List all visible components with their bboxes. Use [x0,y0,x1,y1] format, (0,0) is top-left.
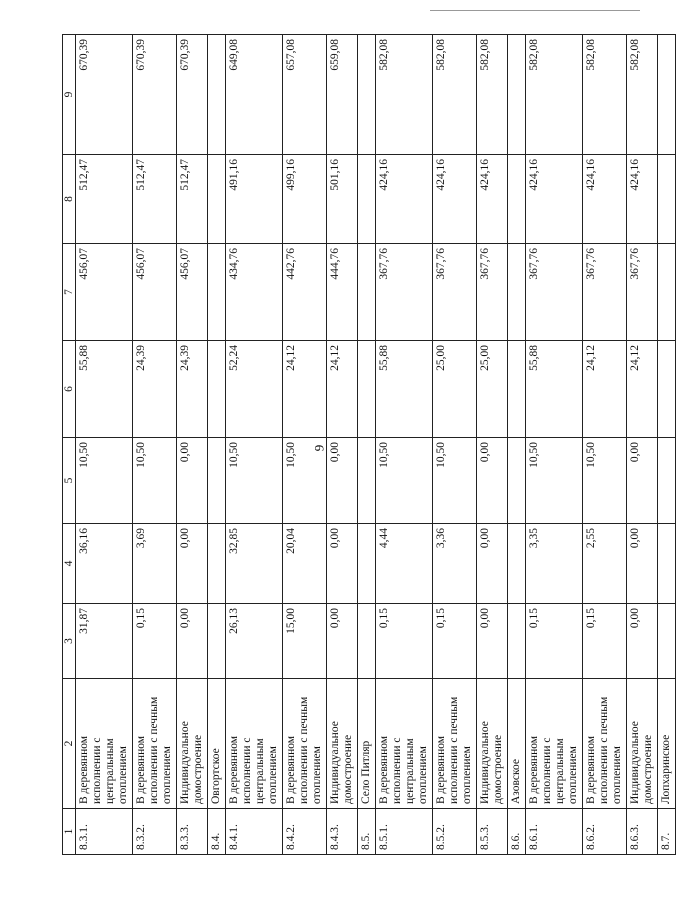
cell-c3 [208,604,226,679]
table-row [433,35,477,855]
cell-c7: 367,76 [526,244,583,341]
cell-c8: 424,16 [477,155,508,244]
cell-c7: 367,76 [627,244,658,341]
cell-c4: 20,04 [283,524,327,604]
cell-c6: 24,12 [583,341,627,438]
cell-c3: 0,15 [376,604,433,679]
cell-c4: 3,35 [526,524,583,604]
cell-c8: 501,16 [327,155,358,244]
cell-c4: 0,00 [327,524,358,604]
cell-code: 8.4.1. [226,809,283,855]
cell-c3: 0,00 [627,604,658,679]
cell-c5: 0,00 [627,438,658,524]
cell-c4: 0,00 [477,524,508,604]
cell-name: В деревянном исполнении с центральным отоплением [226,679,283,809]
cell-code: 8.5. [358,809,376,855]
cell-c8: 424,16 [376,155,433,244]
cell-c8: 512,47 [133,155,177,244]
table-row [226,35,283,855]
cell-c7: 456,07 [177,244,208,341]
cell-code: 8.6.1. [526,809,583,855]
cell-c6: 52,24 [226,341,283,438]
cell-c6: 24,12 [327,341,358,438]
cell-c4: 0,00 [177,524,208,604]
cell-c6: 55,88 [376,341,433,438]
cell-c5: 10,50 [76,438,133,524]
cell-c8: 512,47 [76,155,133,244]
cell-code: 8.6.2. [583,809,627,855]
cell-code: 8.3.1. [76,809,133,855]
cell-c7 [508,244,526,341]
table-row [327,35,358,855]
cell-c8: 424,16 [526,155,583,244]
cell-c8: 491,16 [226,155,283,244]
cell-c9: 582,08 [433,35,477,155]
cell-c5: 10,50 [283,438,327,524]
cell-c5: 10,50 [433,438,477,524]
cell-c8 [208,155,226,244]
header-cell: 8 [63,155,76,244]
cell-code: 8.5.3. [477,809,508,855]
cell-c7: 442,76 [283,244,327,341]
header-cell: 6 [63,341,76,438]
cell-name: В деревянном исполнении с печным отоплением [133,679,177,809]
tariff-table [62,34,676,855]
cell-c7 [358,244,376,341]
cell-c6: 24,12 [283,341,327,438]
cell-code: 8.4.2. [283,809,327,855]
cell-c5: 0,00 [477,438,508,524]
cell-c8 [508,155,526,244]
cell-c6: 55,88 [526,341,583,438]
cell-c3: 0,15 [133,604,177,679]
cell-c3: 0,15 [526,604,583,679]
cell-c5: 10,50 [226,438,283,524]
cell-code: 8.4.3. [327,809,358,855]
cell-c4 [358,524,376,604]
cell-c4 [508,524,526,604]
cell-c8: 499,16 [283,155,327,244]
cell-name: Индивидуальное домостроение [177,679,208,809]
cell-c5: 0,00 [327,438,358,524]
cell-c9: 670,39 [177,35,208,155]
cell-name: Азовское [508,679,526,809]
cell-c3 [358,604,376,679]
cell-c7: 434,76 [226,244,283,341]
cell-name: Индивидуальное домостроение [477,679,508,809]
cell-name: В деревянном исполнении с печным отоплением [583,679,627,809]
cell-c8: 424,16 [433,155,477,244]
cell-c8: 424,16 [627,155,658,244]
cell-c9: 582,08 [376,35,433,155]
cell-c9: 582,08 [627,35,658,155]
cell-c6: 55,88 [76,341,133,438]
cell-c3: 0,00 [177,604,208,679]
table-body [63,35,676,855]
table-row [177,35,208,855]
cell-name: В деревянном исполнении с центральным отоплением [76,679,133,809]
cell-name: В деревянном исполнении с печным отоплением [433,679,477,809]
cell-c5: 10,50 [583,438,627,524]
cell-name: В деревянном исполнении с центральным отоплением [376,679,433,809]
cell-code: 8.6. [508,809,526,855]
cell-c4: 0,00 [627,524,658,604]
cell-c3: 15,00 [283,604,327,679]
header-cell: 5 [63,438,76,524]
cell-c6: 24,39 [133,341,177,438]
cell-c6: 25,00 [477,341,508,438]
header-row [63,35,76,855]
cell-c9: 659,08 [327,35,358,155]
cell-c8 [658,155,676,244]
cell-c9: 582,08 [477,35,508,155]
table-row [658,35,676,855]
cell-code: 8.3.3. [177,809,208,855]
cell-c6: 24,39 [177,341,208,438]
table-row [627,35,658,855]
table-row [526,35,583,855]
table-row [76,35,133,855]
table-row [508,35,526,855]
cell-c8: 424,16 [583,155,627,244]
cell-c7: 367,76 [583,244,627,341]
header-cell: 3 [63,604,76,679]
cell-c4 [658,524,676,604]
cell-c7: 367,76 [477,244,508,341]
cell-c7: 444,76 [327,244,358,341]
cell-name: Лопхаринское [658,679,676,809]
cell-name: Индивидуальное домостроение [627,679,658,809]
cell-c3 [658,604,676,679]
cell-c6 [358,341,376,438]
rotated-table-container [62,35,672,855]
cell-c5: 10,50 [133,438,177,524]
cell-c7: 456,07 [76,244,133,341]
cell-name: Индивидуальное домостроение [327,679,358,809]
table-row [477,35,508,855]
cell-c7 [658,244,676,341]
cell-name: Село Питляр [358,679,376,809]
table-row [358,35,376,855]
cell-c7 [208,244,226,341]
cell-c9: 582,08 [526,35,583,155]
cell-c4 [208,524,226,604]
cell-c6: 25,00 [433,341,477,438]
cell-c4: 32,85 [226,524,283,604]
cell-c9 [658,35,676,155]
cell-c3: 0,15 [583,604,627,679]
cell-c6 [658,341,676,438]
cell-name: В деревянном исполнении с центральным отоплением [526,679,583,809]
cell-c4: 2,55 [583,524,627,604]
cell-code: 8.6.3. [627,809,658,855]
top-rule [430,10,640,11]
cell-code: 8.5.1. [376,809,433,855]
cell-c9: 582,08 [583,35,627,155]
cell-c5: 10,50 [526,438,583,524]
cell-c4: 3,69 [133,524,177,604]
table-row [133,35,177,855]
table-row [208,35,226,855]
cell-c3: 0,00 [327,604,358,679]
cell-c7: 367,76 [433,244,477,341]
cell-c5 [208,438,226,524]
cell-c5 [658,438,676,524]
cell-c3 [508,604,526,679]
header-cell: 2 [63,679,76,809]
cell-code: 8.5.2. [433,809,477,855]
cell-c8: 512,47 [177,155,208,244]
cell-c5: 10,50 [376,438,433,524]
cell-c9: 657,08 [283,35,327,155]
cell-code: 8.7. [658,809,676,855]
cell-c4: 3,36 [433,524,477,604]
cell-c6: 24,12 [627,341,658,438]
table-row [376,35,433,855]
cell-c5 [358,438,376,524]
cell-c3: 0,15 [433,604,477,679]
table-row [583,35,627,855]
cell-c6 [508,341,526,438]
cell-c5 [508,438,526,524]
header-cell: 7 [63,244,76,341]
cell-c8 [358,155,376,244]
header-cell: 9 [63,35,76,155]
cell-c9 [208,35,226,155]
page-number: 9 [311,444,327,452]
cell-c3: 31,87 [76,604,133,679]
cell-name: Овгортское [208,679,226,809]
cell-name: В деревянном исполнении с печным отоплением [283,679,327,809]
cell-c7: 456,07 [133,244,177,341]
cell-c6 [208,341,226,438]
cell-c5: 0,00 [177,438,208,524]
cell-code: 8.4. [208,809,226,855]
cell-c9: 670,39 [76,35,133,155]
header-cell: 4 [63,524,76,604]
cell-code: 8.3.2. [133,809,177,855]
header-cell: 1 [63,809,76,855]
cell-c9: 649,08 [226,35,283,155]
cell-c3: 0,00 [477,604,508,679]
cell-c3: 26,13 [226,604,283,679]
cell-c9: 670,39 [133,35,177,155]
cell-c7: 367,76 [376,244,433,341]
cell-c9 [508,35,526,155]
table-row [283,35,327,855]
cell-c4: 36,16 [76,524,133,604]
cell-c9 [358,35,376,155]
cell-c4: 4,44 [376,524,433,604]
